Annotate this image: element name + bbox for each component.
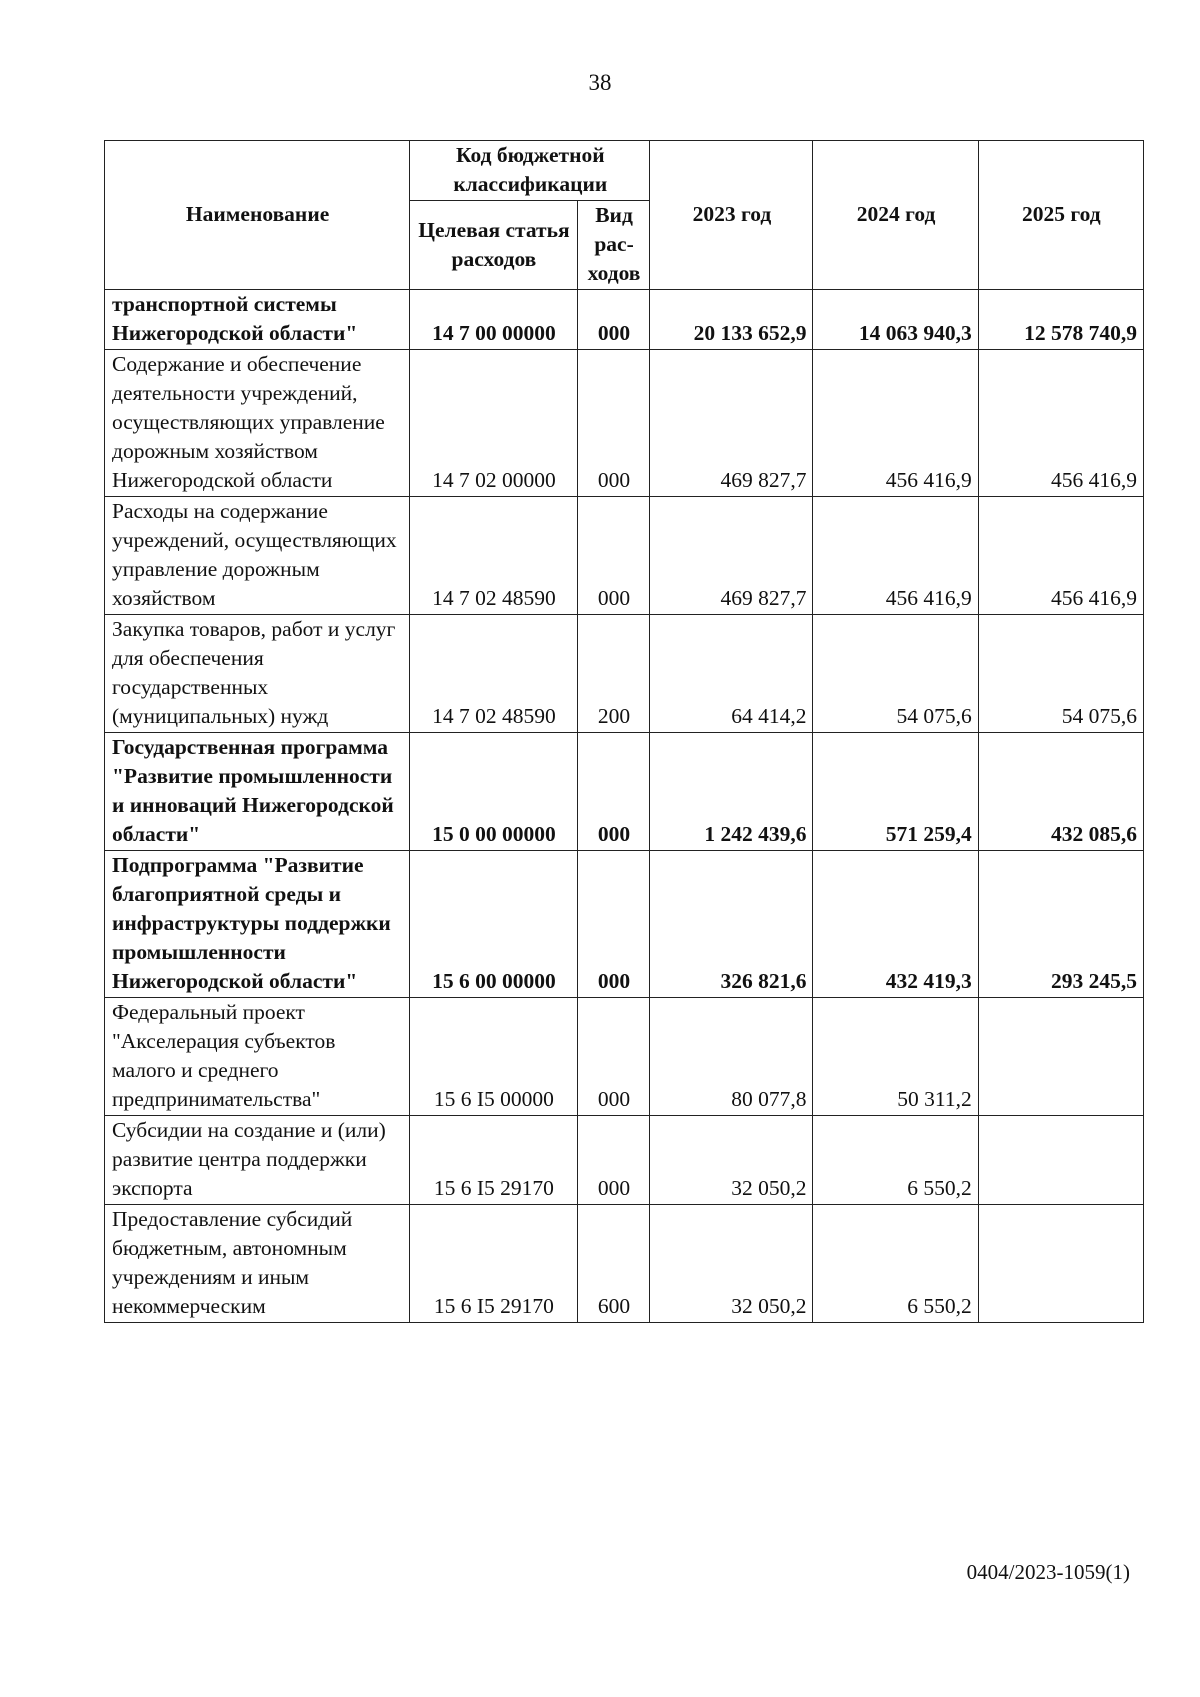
row-target-article: 14 7 02 00000 (410, 350, 577, 497)
page-number: 38 (588, 70, 612, 95)
row-name: Предоставление субсидий бюджетным, автономным учреждениям и иным некоммерческим (105, 1205, 410, 1323)
row-target-article: 14 7 00 00000 (410, 290, 577, 350)
table-row (105, 615, 1144, 733)
row-amount-2023: 64 414,2 (650, 615, 813, 733)
row-amount-2023: 469 827,7 (650, 350, 813, 497)
row-name: Закупка товаров, работ и услуг для обеспечения государственных (муниципальных) нужд (105, 615, 410, 733)
row-amount-2025 (978, 1205, 1143, 1323)
row-amount-2025: 12 578 740,9 (978, 290, 1143, 350)
table-row (105, 497, 1144, 615)
row-target-article: 15 6 00 00000 (410, 851, 577, 998)
row-amount-2023: 469 827,7 (650, 497, 813, 615)
budget-table (104, 140, 1144, 1323)
row-name: транспортной системы Нижегородской области" (105, 290, 410, 350)
table-row (105, 290, 1144, 350)
row-amount-2025 (978, 998, 1143, 1116)
row-amount-2023: 80 077,8 (650, 998, 813, 1116)
row-expense-kind: 000 (577, 851, 650, 998)
row-amount-2025: 456 416,9 (978, 350, 1143, 497)
table-body (105, 290, 1144, 1323)
table-row (105, 350, 1144, 497)
row-amount-2025: 432 085,6 (978, 733, 1143, 851)
row-amount-2024: 432 419,3 (813, 851, 978, 998)
row-amount-2024: 571 259,4 (813, 733, 978, 851)
row-expense-kind: 000 (577, 290, 650, 350)
row-expense-kind: 000 (577, 497, 650, 615)
row-amount-2024: 50 311,2 (813, 998, 978, 1116)
header-expense-kind: Вид рас-ходов (577, 201, 650, 290)
header-2024: 2024 год (813, 141, 978, 290)
document-code: 0404/2023-1059(1) (966, 1560, 1130, 1584)
table-header (105, 141, 1144, 290)
row-expense-kind: 000 (577, 998, 650, 1116)
row-target-article: 15 6 I5 29170 (410, 1116, 577, 1205)
row-amount-2024: 54 075,6 (813, 615, 978, 733)
row-expense-kind: 200 (577, 615, 650, 733)
table-row (105, 1116, 1144, 1205)
row-target-article: 14 7 02 48590 (410, 615, 577, 733)
row-amount-2023: 20 133 652,9 (650, 290, 813, 350)
row-amount-2024: 14 063 940,3 (813, 290, 978, 350)
row-amount-2023: 326 821,6 (650, 851, 813, 998)
row-amount-2024: 6 550,2 (813, 1116, 978, 1205)
row-name: Содержание и обеспечение деятельности учреждений, осуществляющих управление дорожным хозяйством Нижегородской области (105, 350, 410, 497)
row-name: Подпрограмма "Развитие благоприятной среды и инфраструктуры поддержки промышленности Нижегородской области" (105, 851, 410, 998)
header-code-group: Код бюджетной классификации (410, 141, 650, 201)
row-expense-kind: 000 (577, 733, 650, 851)
row-amount-2024: 456 416,9 (813, 497, 978, 615)
row-amount-2025: 456 416,9 (978, 497, 1143, 615)
header-2023: 2023 год (650, 141, 813, 290)
row-amount-2023: 1 242 439,6 (650, 733, 813, 851)
row-amount-2024: 456 416,9 (813, 350, 978, 497)
row-expense-kind: 600 (577, 1205, 650, 1323)
row-name: Субсидии на создание и (или) развитие центра поддержки экспорта (105, 1116, 410, 1205)
table-row (105, 1205, 1144, 1323)
row-name: Федеральный проект "Акселерация субъектов малого и среднего предпринимательства" (105, 998, 410, 1116)
row-amount-2025 (978, 1116, 1143, 1205)
row-amount-2023: 32 050,2 (650, 1205, 813, 1323)
row-name: Государственная программа "Развитие промышленности и инноваций Нижегородской области" (105, 733, 410, 851)
table-row (105, 998, 1144, 1116)
row-target-article: 15 6 I5 29170 (410, 1205, 577, 1323)
header-target-article: Целевая статья расходов (410, 201, 577, 290)
header-name: Наименование (105, 141, 410, 290)
row-amount-2025: 293 245,5 (978, 851, 1143, 998)
table-row (105, 851, 1144, 998)
row-target-article: 15 0 00 00000 (410, 733, 577, 851)
header-2025: 2025 год (978, 141, 1143, 290)
row-target-article: 14 7 02 48590 (410, 497, 577, 615)
row-expense-kind: 000 (577, 1116, 650, 1205)
table-row (105, 733, 1144, 851)
row-amount-2024: 6 550,2 (813, 1205, 978, 1323)
row-target-article: 15 6 I5 00000 (410, 998, 577, 1116)
row-amount-2023: 32 050,2 (650, 1116, 813, 1205)
row-name: Расходы на содержание учреждений, осуществляющих управление дорожным хозяйством (105, 497, 410, 615)
row-amount-2025: 54 075,6 (978, 615, 1143, 733)
row-expense-kind: 000 (577, 350, 650, 497)
